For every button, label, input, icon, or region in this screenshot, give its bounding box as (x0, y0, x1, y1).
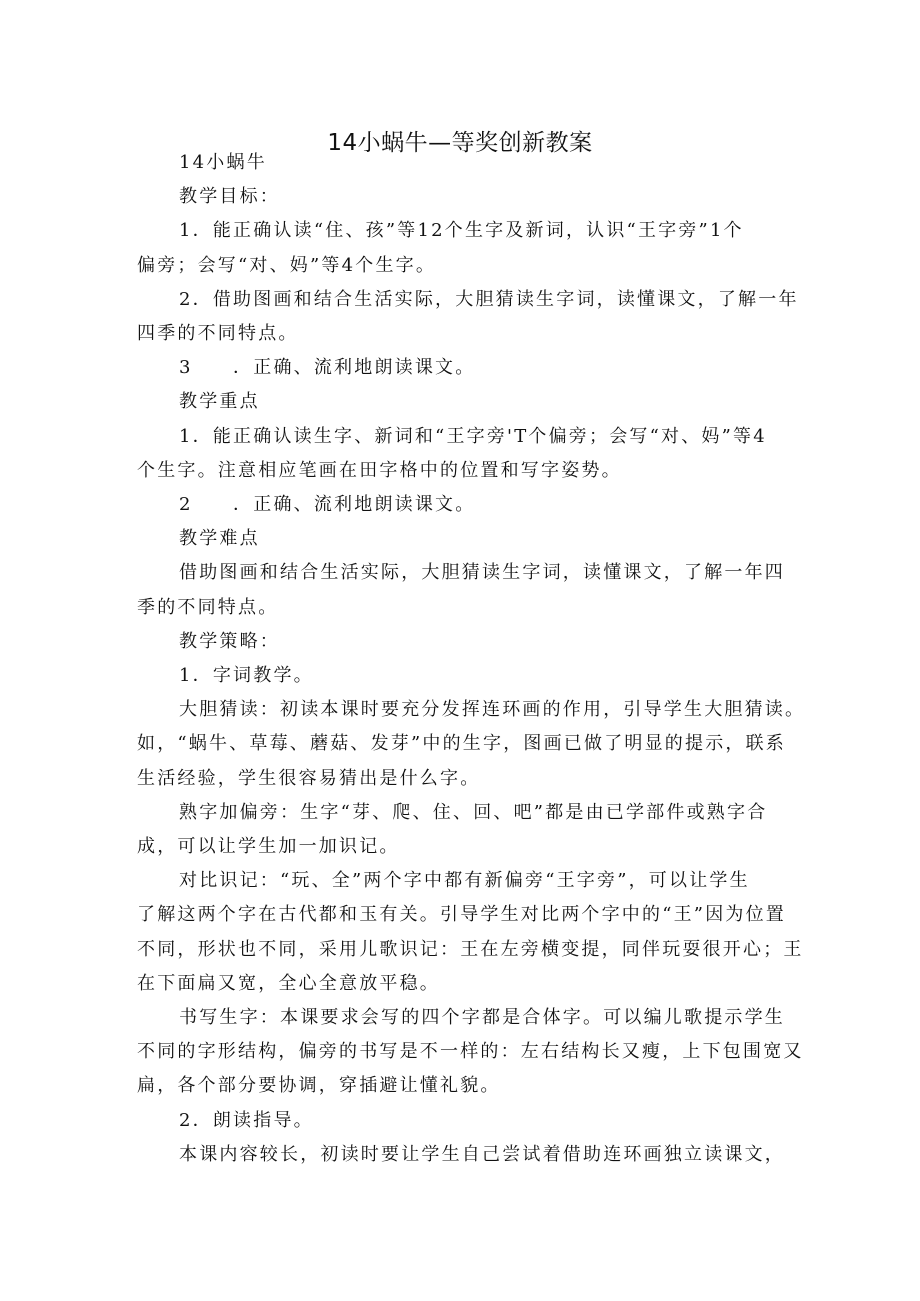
text-line: 熟字加偏旁：生字“芽、爬、住、回、吧”都是由已学部件或熟字合 (179, 801, 768, 823)
text-line: 在下面扁又宽，全心全意放平稳。 (137, 972, 440, 994)
text-line: 教学策略： (179, 630, 280, 652)
text-line: 借助图画和结合生活实际，大胆猜读生字词，读懂课文，了解一年四 (179, 562, 785, 584)
text-line: 1．字词教学。 (179, 665, 314, 687)
text-line: 不同的字形结构，偏旁的书写是不一样的：左右结构长又瘦，上下包围宽又 (137, 1041, 804, 1063)
text-line: 1．能正确认读生字、新词和“王字旁'T个偏旁；会写“对、妈”等4 (179, 425, 767, 447)
text-line: 教学目标： (179, 186, 280, 208)
text-line: 对比识记：“玩、全”两个字中都有新偏旁“王字旁”，可以让学生 (179, 870, 750, 892)
text-line: 2 ．正确、流利地朗读课文。 (179, 494, 476, 516)
text-line: 教学重点 (179, 391, 260, 413)
text-line: 生活经验，学生很容易猜出是什么字。 (137, 767, 481, 789)
text-line: 1．能正确认读“住、孩”等12个生字及新词，认识“王字旁”1个 (179, 220, 744, 242)
text-line: 14小蜗牛 (179, 152, 267, 173)
text-line: 大胆猜读：初读本课时要充分发挥连环画的作用，引导学生大胆猜读。 (179, 699, 806, 721)
text-line: 如，“蜗牛、草莓、蘑菇、发芽”中的生字，图画已做了明显的提示，联系 (137, 733, 787, 755)
text-line: 教学难点 (179, 528, 260, 550)
text-line: 成，可以让学生加一加识记。 (137, 836, 400, 858)
text-line: 书写生字：本课要求会写的四个字都是合体字。可以编儿歌提示学生 (179, 1007, 785, 1029)
text-line: 不同，形状也不同，采用儿歌识记：王在左旁横变提，同伴玩耍很开心；王 (137, 938, 804, 960)
text-line: 扁，各个部分要协调，穿插避让懂礼貌。 (137, 1075, 501, 1097)
document-title: 14小蜗牛—等奖创新教案 (327, 130, 593, 157)
text-line: 2．朗读指导。 (179, 1109, 314, 1131)
text-line: 四季的不同特点。 (137, 323, 299, 345)
text-line: 偏旁；会写“对、妈”等4个生字。 (137, 254, 437, 276)
text-line: 了解这两个字在古代都和玉有关。引导学生对比两个字中的“王”因为位置 (137, 904, 787, 926)
document-body (137, 146, 806, 1172)
text-line: 本课内容较长，初读时要让学生自己尝试着借助连环画独立读课文， (179, 1143, 785, 1165)
text-line: 3 ．正确、流利地朗读课文。 (179, 357, 476, 379)
text-line: 2．借助图画和结合生活实际，大胆猜读生字词，读懂课文，了解一年 (179, 288, 799, 310)
text-line: 季的不同特点。 (137, 596, 279, 618)
text-line: 个生字。注意相应笔画在田字格中的位置和写字姿势。 (137, 459, 622, 481)
